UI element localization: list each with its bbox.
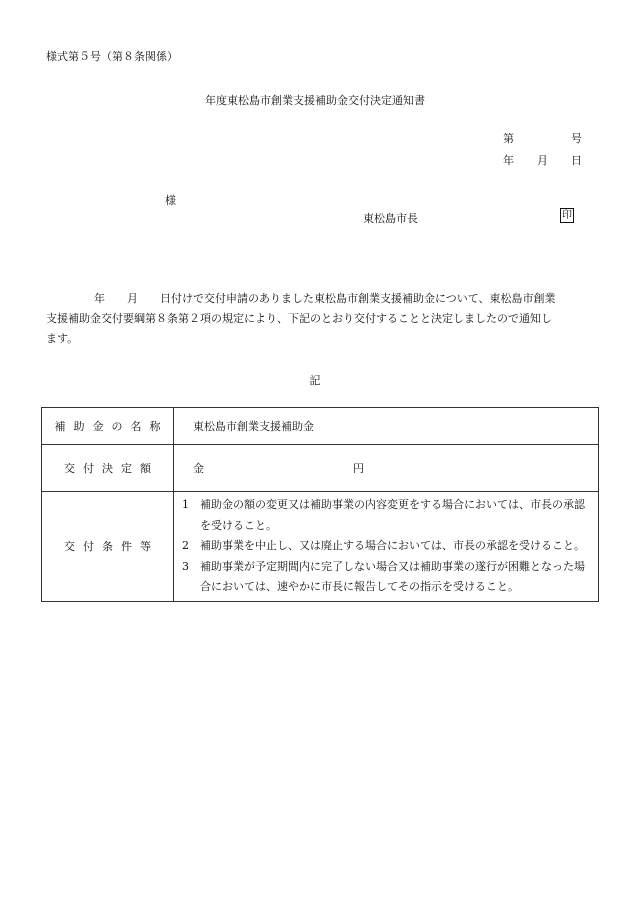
amount-currency-label: 金 <box>193 462 204 475</box>
notice-body-line: ます。 <box>46 332 79 345</box>
condition-item <box>182 495 592 536</box>
form-number-label: 様式第５号（第８条関係） <box>46 50 178 63</box>
reference-number-prefix: 第 <box>503 132 514 145</box>
condition-item <box>182 557 592 598</box>
seal-stamp-mark: 印 <box>562 210 572 221</box>
condition-number: 1 <box>182 498 189 511</box>
issuer-name: 東松島市長 <box>363 212 418 225</box>
condition-item <box>182 536 592 557</box>
subsidy-name-header: 補助金の名称 <box>42 408 174 445</box>
record-mark: 記 <box>309 374 321 387</box>
amount-unit-label: 円 <box>353 462 364 475</box>
condition-number: 2 <box>182 539 189 552</box>
document-title: 年度東松島市創業支援補助金交付決定通知書 <box>205 94 425 107</box>
grant-conditions-list <box>174 492 599 602</box>
date-year-label: 年 <box>503 154 514 167</box>
notice-body-line: 支援補助金交付要綱第８条第２項の規定により、下記のとおり交付することと決定しましたので通知し <box>46 312 552 325</box>
date-month-label: 月 <box>537 154 548 167</box>
notice-body <box>46 289 588 349</box>
table-row <box>42 492 599 602</box>
condition-text: 補助金の額の変更又は補助事業の内容変更をする場合においては、市長の承認を受けること。 <box>200 498 585 532</box>
recipient-honorific: 様 <box>165 194 176 207</box>
subsidy-name-value: 東松島市創業支援補助金 <box>174 408 599 445</box>
details-table <box>41 407 599 602</box>
condition-text: 補助事業を中止し、又は廃止する場合においては、市長の承認を受けること。 <box>200 539 585 552</box>
condition-number: 3 <box>182 559 189 573</box>
table-row <box>42 408 599 445</box>
grant-conditions-header: 交付条件等 <box>42 492 174 602</box>
grant-amount-header: 交付決定額 <box>42 445 174 492</box>
condition-text: 補助事業が予定期間内に完了しない場合又は補助事業の遂行が困難となった場合においては、速やかに市長に報告してその指示を受けること。 <box>200 559 585 593</box>
notice-body-line: 年 月 日付けで交付申請のありました東松島市創業支援補助金について、東松島市創業 <box>94 292 556 305</box>
date-day-label: 日 <box>571 154 582 167</box>
table-row <box>42 445 599 492</box>
reference-number-suffix: 号 <box>571 132 582 145</box>
grant-amount-value <box>174 445 599 492</box>
